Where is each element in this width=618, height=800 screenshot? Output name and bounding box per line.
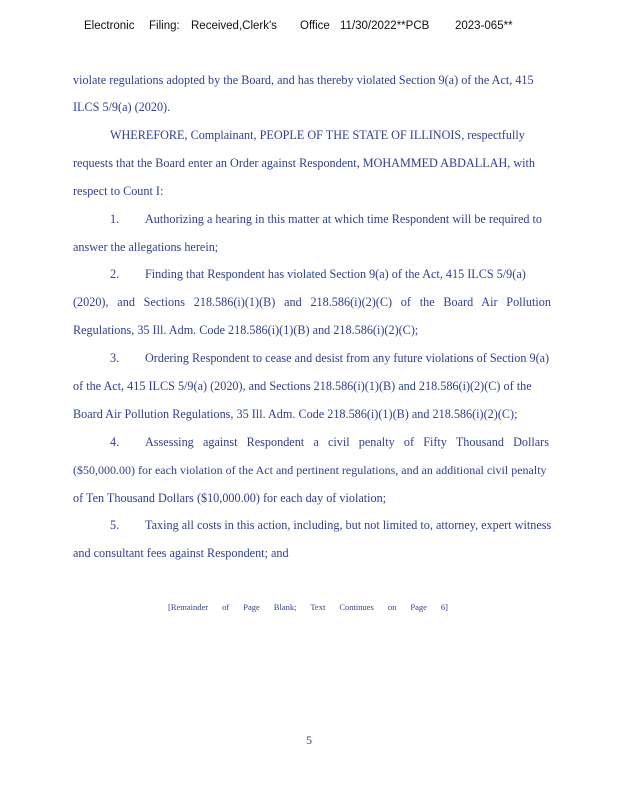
wherefore-line: WHEREFORE, Complainant, PEOPLE OF THE STATE OF ILLINOIS, respectfully: [110, 128, 525, 142]
remainder-blank-note: [Remainder of Page Blank; Text Continues on Page 6]: [168, 602, 448, 612]
paragraph-line: respect to Count I:: [73, 184, 164, 198]
item-2-line: Finding that Respondent has violated Section 9(a) of the Act, 415 ILCS 5/9(a): [145, 267, 526, 281]
item-4-line: Assessing against Respondent a civil penalty of Fifty Thousand Dollars: [145, 435, 549, 449]
item-number-2: 2.: [110, 267, 120, 281]
item-2-line: (2020), and Sections 218.586(i)(1)(B) and 218.586(i)(2)(C) of the Board Air Pollution: [73, 295, 551, 309]
item-3-line: of the Act, 415 ILCS 5/9(a) (2020), and Sections 218.586(i)(1)(B) and 218.586(i)(2)(C) of the: [73, 379, 532, 393]
item-4-line: ($50,000.00) for each violation of the Act and pertinent regulations, and an additional civil penalty: [73, 463, 547, 477]
item-4-line: of Ten Thousand Dollars ($10,000.00) for each day of violation;: [73, 491, 387, 505]
item-number-3: 3.: [110, 351, 120, 365]
item-5-line: and consultant fees against Respondent; and: [73, 546, 289, 560]
item-2-line: Regulations, 35 Ill. Adm. Code 218.586(i)(1)(B) and 218.586(i)(2)(C);: [73, 323, 419, 337]
item-3-line: Ordering Respondent to cease and desist from any future violations of Section 9(a): [145, 351, 550, 365]
item-1-line: Authorizing a hearing in this matter at which time Respondent will be required to: [145, 212, 543, 226]
filing-stamp-header: [84, 20, 604, 36]
item-number-1: 1.: [110, 212, 120, 226]
header-office: Office: [300, 20, 330, 32]
item-3-line: Board Air Pollution Regulations, 35 Ill. Adm. Code 218.586(i)(1)(B) and 218.586(i)(2)(C);: [73, 407, 518, 421]
header-case-number: 2023-065**: [455, 20, 513, 32]
header-filing: Filing:: [149, 20, 180, 32]
paragraph-line: requests that the Board enter an Order against Respondent, MOHAMMED ABDALLAH, with: [73, 156, 536, 170]
item-1-line: answer the allegations herein;: [73, 240, 219, 254]
paragraph-line: ILCS 5/9(a) (2020).: [73, 100, 171, 114]
item-number-5: 5.: [110, 518, 120, 532]
header-electronic: Electronic: [84, 20, 135, 32]
item-number-4: 4.: [110, 435, 120, 449]
header-received: Received,Clerk's: [191, 20, 277, 32]
header-date: 11/30/2022**PCB: [340, 20, 430, 32]
page-number: 5: [306, 733, 312, 747]
paragraph-line: violate regulations adopted by the Board, and has thereby violated Section 9(a) of the Act, 415: [73, 73, 534, 87]
item-5-line: Taxing all costs in this action, including, but not limited to, attorney, expert witness: [145, 518, 552, 532]
